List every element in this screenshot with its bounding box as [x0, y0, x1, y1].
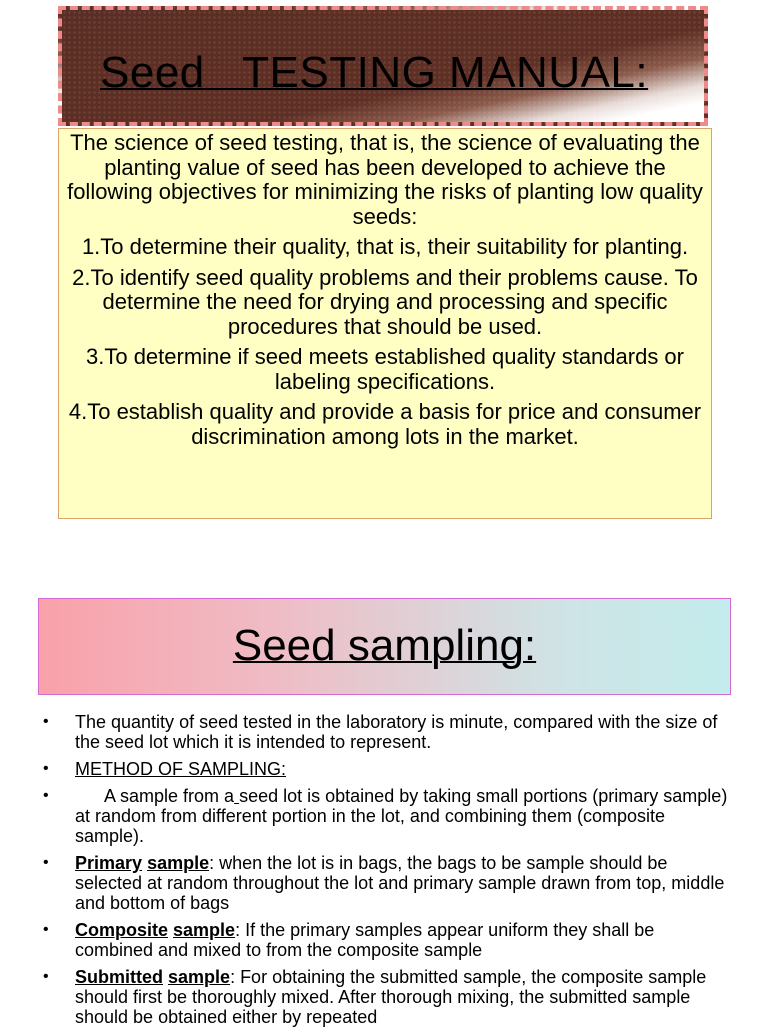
list-item	[40, 759, 730, 779]
submitted-text: : For obtaining the submitted sample, the composite sample should first be thoroughly mixed. After thorough mixing, the submitted sample should be obtained either by repeated	[75, 967, 707, 1027]
composite-term: Composite	[75, 920, 169, 940]
bullet-icon: •	[43, 760, 49, 777]
manual-title: Seed TESTING MANUAL:	[100, 48, 649, 97]
bullet-icon: •	[43, 787, 49, 804]
bullet-icon: •	[43, 713, 49, 730]
bullet-text-lead: A sample from a	[75, 786, 235, 806]
objective-1: 1.To determine their quality, that is, their suitability for planting.	[81, 234, 689, 259]
method-heading: METHOD OF SAMPLING:	[75, 759, 287, 779]
bullet-text: seed lot is obtained by taking small portions (primary sample) at random from different portion in the lot, and combining them (composite sample).	[75, 786, 728, 846]
list-item	[40, 712, 730, 752]
objective-2: 2.To identify seed quality problems and their problems cause. To determine the need for drying and processing and specific procedures that should be used.	[72, 264, 698, 339]
objectives-panel	[58, 128, 712, 519]
sampling-title: Seed sampling:	[232, 621, 537, 670]
intro-paragraph: The science of seed testing, that is, the science of evaluating the planting value of seed has been developed to achieve the following objectives for minimizing the risks of planting low quality seeds:	[67, 130, 703, 229]
primary-term: Primary	[75, 853, 143, 873]
sampling-bullet-list	[40, 712, 730, 1027]
bullet-icon: •	[43, 968, 49, 985]
composite-sample-term: sample	[173, 920, 236, 940]
submitted-term: Submitted	[75, 967, 163, 987]
composite-text: : If the primary samples appear uniform they shall be combined and mixed to from the composite sample	[75, 920, 655, 960]
manual-title-banner	[58, 6, 708, 126]
primary-sample-term: sample	[147, 853, 210, 873]
list-item	[40, 853, 730, 913]
bullet-text: The quantity of seed tested in the laboratory is minute, compared with the size of the seed lot which it is intended to represent.	[75, 712, 718, 752]
list-item	[40, 920, 730, 960]
objective-4: 4.To establish quality and provide a basis for price and consumer discrimination among lots in the market.	[68, 399, 702, 449]
list-item	[40, 967, 730, 1027]
primary-text: : when the lot is in bags, the bags to be sample should be selected at random throughout the lot and primary sample drawn from top, middle and bottom of bags	[75, 853, 725, 913]
submitted-sample-term: sample	[168, 967, 231, 987]
bullet-icon: •	[43, 921, 49, 938]
sampling-title-banner	[38, 598, 731, 695]
list-item	[40, 786, 730, 846]
bullet-icon: •	[43, 854, 49, 871]
objective-3: 3.To determine if seed meets established quality standards or labeling specifications.	[86, 344, 684, 394]
